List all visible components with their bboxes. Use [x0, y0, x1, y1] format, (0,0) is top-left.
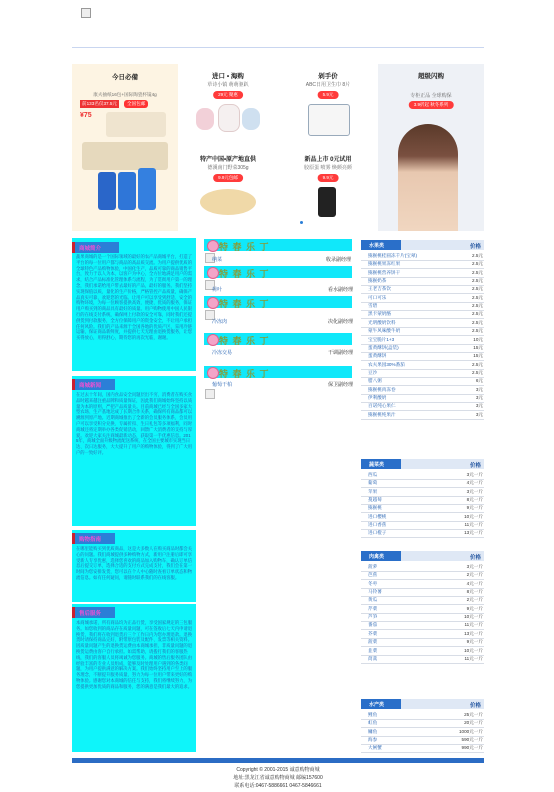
cup-image — [196, 108, 214, 130]
promo-title: 今日必備 — [112, 74, 138, 81]
price-table-header — [361, 240, 484, 250]
promo-sub: 德溪南门野菜305g — [207, 165, 249, 171]
item-name[interactable]: 猕猴桃桂圆冻千片(宝翠) — [368, 253, 417, 258]
item-name[interactable]: 芭蕉 — [368, 572, 378, 578]
item-name[interactable]: 黑卡蒙奶酪 — [368, 311, 391, 317]
item-price: 1000元一斤 — [458, 728, 483, 734]
promo-title: 剁手价 — [318, 73, 338, 80]
free-shipping-tag: 全国包邮 — [124, 100, 148, 108]
item-price: 3元一斤 — [466, 488, 483, 494]
price-table-title: 肉禽类 — [369, 554, 385, 560]
item-price: 2元一斤 — [466, 572, 483, 578]
promo-sub: 草诗小镇 萌萌驱趴 — [207, 82, 249, 88]
promo-panel-new[interactable] — [278, 147, 378, 231]
item-name[interactable]: 猕猴桃肉冻卷 — [368, 386, 396, 392]
item-name[interactable]: 蛋黄酥饼 — [368, 353, 387, 359]
item-name[interactable]: 虹鱼 — [368, 720, 378, 726]
item-price: 3元 — [475, 411, 483, 417]
item-name[interactable]: 进口橙子 — [368, 530, 387, 536]
item-price: 13元一斤 — [464, 630, 483, 636]
promo-title: 进口 • 海购 — [212, 73, 244, 80]
item-name[interactable]: 黄瓜 — [368, 597, 378, 603]
promo-badge: 5.9元 — [318, 91, 339, 99]
item-name[interactable]: 菠菜 — [368, 639, 378, 645]
item-name[interactable]: 韭菜 — [368, 647, 378, 653]
badge-icon — [207, 334, 219, 346]
promo-tag: 前133名仅37.5元 — [82, 101, 117, 106]
promo-badge: 9.9元包邮 — [213, 174, 243, 182]
promo-title: 超级闪购 — [418, 73, 444, 80]
promo-badge: 9.9元 — [318, 174, 339, 182]
item-name[interactable]: 大闸蟹 — [368, 745, 382, 751]
news-box — [72, 376, 196, 526]
aftersale-text: 本商城承诺，所有商品均为正品行货，享受国家规定的三包服务。如您收到的商品存在质量问题，可在签收后七天内申请退换货，我们将在收到退货后三个工作日内为您办理退款。退换货时请保持商品完好，附带原包装及配件、发票等相关资料。因质量问题产生的退换货运费由本商城承担，非质量问题的退换货运费由客户自行承担。如需帮助，请拨打我们的客服热线，我们的客服人员将竭诚为您服务。商城的售后服务团队由经验丰富的专业人员组成，能够及时处理用户遇到的各类问题，为用户提供满意的解决方案。我们始终坚持用户至上的服务理念，不断提升服务质量，努力为每一位用户带来更好的购物体验。感谢您对本商城的信任与支持，我们将继续努力，为您提供更加优质的商品和服务，您的满意是我们最大的追求。 — [76, 620, 192, 689]
badge-icon — [207, 297, 219, 309]
item-price: 9元一斤 — [466, 505, 483, 511]
mid-section-header — [204, 266, 352, 278]
item-price: 13元一斤 — [464, 530, 483, 536]
item-name[interactable]: 伊利酸奶 — [368, 394, 387, 400]
item-price: 2.5元 — [472, 286, 483, 292]
price-row[interactable] — [361, 655, 484, 664]
promo-desc: 康夫抽纸16包+国际陶瓷杯镜4g — [93, 92, 157, 97]
item-price: 2.5元 — [472, 269, 483, 275]
header-divider — [72, 47, 484, 48]
badge-icon — [207, 240, 219, 252]
item-name[interactable]: 马铃薯 — [368, 589, 382, 595]
item-price: 3元 — [475, 403, 483, 409]
aftersale-heading — [72, 607, 115, 618]
item-price: 11元一斤 — [464, 522, 483, 528]
cup-image — [242, 108, 260, 130]
item-price: 2.5元 — [472, 369, 483, 375]
item-price: 2.5元 — [472, 303, 483, 309]
item-name[interactable]: 王老吉茶饮 — [368, 286, 391, 292]
item-name[interactable]: 猕猴奶茶 — [368, 278, 387, 284]
mid-section-header — [204, 366, 352, 378]
price-table-header — [361, 459, 484, 469]
item-price: 10元一斤 — [464, 513, 483, 519]
item-price: 25元一斤 — [464, 712, 483, 717]
item-price: 10元一斤 — [464, 647, 483, 653]
item-price: 6元 — [475, 378, 483, 384]
item-name[interactable]: 猕猴桃果冻红果 — [368, 261, 401, 267]
item-price: 8元一斤 — [466, 497, 483, 503]
item-price: 3元 — [475, 394, 483, 400]
footer-phone: 联系电话:0467-5886661 0467-5846661 — [234, 783, 322, 789]
box-title: 售后服务 — [79, 611, 102, 617]
intro-text: 蔬果商城的是一个国际领域的最好的农产品商城平台，打造了平台的每一位用户都与商品的高品质交流。为用户提供优质的全球特色产品购物体验，中国化生产，品质可靠的商品销售平台，致力于以人为本，以客户为中心，全方位地满足用户的需求，结合产品标准化管理体系与流程，为了贯彻用户第一的理念，我们承诺给用户带去最好的产品，最好的服务。我们坚持实现保值以质、量化的生产价格，严格管控产品质量，确保产品真实可靠，欢迎您的光临。让用户可以享受到舒适、安全的购物环境，为每一位顾客提供高效、便捷、优质的服务，保证用户购买到的商品具有最好的质量。用户购物使用中国人民银行的在线支付系统，确保网上付款的安全可靠，同时我们还提供货到付款服务，全方位保障用户的资金安全，不让用户承担任何风险。我们的产品来源于全国各地的优质产区，采用冷链运输，保证商品新鲜度，并提供七天无理由退换货服务，让您买得放心，用得舒心，期待您的再次光临，谢谢。 — [76, 254, 192, 341]
promo-badge: 3.9折起 秋冬系列 — [409, 101, 454, 109]
item-name[interactable]: 猕猴桃营养饼干 — [368, 269, 401, 275]
item-price: 2.5元 — [472, 319, 483, 325]
item-name[interactable]: 猕猴桃纯果汁 — [368, 411, 396, 417]
promo-sub: 胶原蛋 喷雾 焕颜亮颜 — [304, 165, 352, 171]
item-name[interactable]: 番茄 — [368, 622, 378, 628]
promo-price: ¥75 — [80, 112, 92, 119]
item-name[interactable]: 蔓越莓 — [368, 497, 382, 503]
mid-item-role: 干调副经理 — [328, 350, 354, 356]
promo-panel-flash[interactable] — [378, 64, 484, 231]
price-row[interactable] — [361, 529, 484, 538]
intro-box — [72, 238, 196, 371]
promo-badge: 29元 聚惠 — [213, 91, 243, 99]
item-name[interactable]: 腊八粥 — [368, 378, 382, 384]
guide-text: 在哪里能购买到优质商品，这是大多数人在购买商品时都会关心的问题。我们商城提供多种购物方式，新用户注册后即可享受新人专享优惠，选择您喜欢的商品加入购物车，确认订单信息后提交订单，选择合适的支付方式完成支付，我们会在第一时间为您安排发货，您可以在个人中心随时查看订单状态和物流信息。如有任何疑问，请随时联系我们的在线客服。 — [76, 546, 192, 580]
product-thumb[interactable] — [205, 389, 215, 399]
item-name[interactable]: 芹菜 — [368, 605, 378, 611]
promo-sub: 专柜正品 全球购保 — [410, 93, 452, 99]
item-name[interactable]: 冬枣 — [368, 580, 378, 586]
price-row[interactable] — [361, 744, 484, 753]
item-name[interactable]: 茼蒿 — [368, 655, 378, 661]
item-price: 9元一斤 — [466, 639, 483, 645]
model-image — [398, 124, 458, 231]
site-logo-image[interactable] — [81, 8, 91, 18]
item-name[interactable]: 芥菜 — [368, 630, 378, 636]
item-price: 2.5元 — [472, 253, 483, 258]
item-name[interactable]: 苹果 — [368, 488, 378, 494]
price-table-header — [361, 551, 484, 561]
item-price: 15元 — [473, 344, 483, 350]
item-price: 4元一斤 — [466, 480, 483, 486]
footer-copyright: Copyright © 2001-2015 诚意购物商城 — [236, 767, 320, 773]
mid-section-header — [204, 296, 352, 308]
mid-section-header — [204, 333, 352, 345]
food-plate-image — [200, 189, 256, 215]
price-table-title: 水产类 — [369, 702, 385, 708]
item-price: 3元一斤 — [466, 564, 483, 569]
intro-heading — [72, 242, 119, 253]
mid-item-name[interactable]: 荷叶 — [212, 287, 223, 293]
promo-banner — [72, 64, 484, 231]
mid-item-name[interactable]: 冷冻肉 — [212, 319, 228, 325]
guide-heading — [72, 533, 115, 544]
item-price: 2.5元 — [472, 294, 483, 300]
mid-header-text: 特 春 乐 丁 — [219, 336, 270, 346]
price-column-label: 价格 — [469, 244, 481, 250]
mid-header-text: 特 春 乐 丁 — [219, 242, 270, 252]
mid-header-text: 特 春 乐 丁 — [219, 369, 270, 379]
footer-bar — [72, 758, 484, 763]
pad-box-image — [308, 104, 350, 136]
mid-item-name[interactable]: 葡萄干柏 — [212, 382, 233, 388]
price-table-title: 水果类 — [369, 243, 385, 249]
item-name[interactable]: 葡萄 — [368, 480, 378, 486]
item-name[interactable]: 猕猴桃 — [368, 505, 382, 511]
detergent-bag-image — [98, 172, 116, 210]
item-price: 4元一斤 — [466, 580, 483, 586]
mid-item-role: 收录副经理 — [326, 257, 352, 263]
price-row[interactable] — [361, 411, 484, 420]
promo-title: 特产中国•原产地直供 — [199, 157, 257, 163]
item-price: 11元一斤 — [464, 655, 483, 661]
mid-section-header — [204, 239, 352, 251]
item-price: 2.5元 — [472, 361, 483, 367]
mid-item-role: 看水副经理 — [328, 287, 354, 293]
item-price: 3元一斤 — [466, 472, 483, 477]
item-name[interactable]: 芦笋 — [368, 614, 378, 620]
item-price: 20元一斤 — [464, 720, 483, 726]
box-title: 购物指南 — [79, 537, 102, 543]
item-name[interactable]: 鲤鱼 — [368, 712, 378, 717]
badge-icon — [207, 267, 219, 279]
item-name[interactable]: 进口樱桃 — [368, 513, 387, 519]
promo-panel-local[interactable] — [178, 147, 278, 231]
item-name[interactable]: 西瓜 — [368, 472, 378, 477]
box-title: 商城新闻 — [79, 383, 102, 389]
item-name[interactable]: 蛋黄酥饼(盒装) — [368, 344, 399, 350]
mid-header-text: 特 春 乐 丁 — [219, 299, 270, 309]
item-name[interactable]: 百诺纯心果仁 — [368, 403, 396, 409]
item-price: 11元一斤 — [464, 622, 483, 628]
item-price: 3元 — [475, 386, 483, 392]
item-price: 2.5元 — [472, 261, 483, 267]
item-name[interactable]: 雪碧 — [368, 303, 378, 309]
badge-icon — [207, 367, 219, 379]
guide-box — [72, 530, 196, 602]
item-price: 2元一斤 — [466, 597, 483, 603]
carousel-dot[interactable] — [300, 221, 303, 224]
promo-panel-import[interactable] — [178, 64, 278, 147]
item-name[interactable]: 可口可乐 — [368, 294, 387, 300]
promo-panel-deal[interactable] — [278, 64, 378, 147]
promo-title: 新品上市 0元试用 — [304, 157, 352, 163]
item-name[interactable]: 海参 — [368, 737, 378, 743]
footer-address: 地址:黑龙江省诚意购物商城 邮编157600 — [233, 775, 323, 781]
item-price: 10元 — [473, 336, 483, 342]
mid-item-name[interactable]: 冷冻交易 — [212, 350, 233, 356]
news-text: 在过去十年间，国内食品安全问题层出不穷，消费者在购买食品时越来越注重品牌和质量保证，因此我们商城始终坚持以质量为本的原则，严把产品质量关。目前商城已经与全国多家大型农场、生产基地达成了长期合作关系，确保所有商品都可以溯源到原产地。近期商城推出了全新的会员服务体系，会员用户可以享受积分兑换、专属折扣、生日礼包等多项福利，同时商城还将定期举办各类促销活动，回馈广大消费者的支持与厚爱。欢迎大家关注商城最新动态，获取第一手优惠信息。2015年，商城全面升级物流配送系统，在全国主要城市实现当日达、次日达服务，大大提升了用户的购物体验，得到了广大用户的一致好评。 — [76, 392, 192, 455]
item-name[interactable]: 豆沙 — [368, 369, 378, 375]
item-name[interactable]: 鳙鱼 — [368, 728, 378, 734]
cup-image — [218, 104, 240, 132]
box-title: 商城简介 — [79, 246, 102, 252]
item-price: 2.5元 — [472, 328, 483, 334]
serum-bottle-image — [318, 187, 336, 217]
item-price: 9元一斤 — [466, 605, 483, 611]
mid-item-name[interactable]: 纳菜 — [212, 257, 223, 263]
item-name[interactable]: 进口香蕉 — [368, 522, 387, 528]
item-price: 590元一斤 — [461, 737, 483, 743]
item-price: 2.5元 — [472, 278, 483, 284]
mid-header-text: 特 春 乐 丁 — [219, 269, 270, 279]
aftersale-box — [72, 604, 196, 752]
item-name[interactable]: 宝宝脆片1+3 — [368, 336, 395, 342]
tissue-image — [106, 112, 166, 137]
price-column-label: 价格 — [469, 703, 481, 709]
promo-sub: ABC日用卫生巾 8片 — [305, 82, 351, 88]
detergent-bag-image — [118, 172, 136, 210]
tissue-stack-image — [82, 142, 168, 170]
item-price: 2.5元 — [472, 311, 483, 317]
price-table-header — [361, 699, 484, 709]
item-name[interactable]: 菠萝 — [368, 564, 378, 569]
item-name[interactable]: 蒙牛风味酸牛奶 — [368, 328, 401, 334]
price-column-label: 价格 — [469, 555, 481, 561]
item-name[interactable]: 农夫果园30%番茄 — [368, 361, 405, 367]
item-price: 8元一斤 — [466, 589, 483, 595]
item-name[interactable]: 光明酸奶饮料 — [368, 319, 396, 325]
item-price: 10元一斤 — [464, 614, 483, 620]
detergent-bag-image — [138, 168, 156, 210]
price-table-title: 蔬菜类 — [369, 462, 385, 468]
promo-panel-daily[interactable] — [72, 64, 178, 231]
item-price: 990元一斤 — [461, 745, 483, 751]
mid-item-role: 决化副经理 — [328, 319, 354, 325]
price-column-label: 价格 — [469, 463, 481, 469]
mid-item-role: 保卫副经理 — [328, 382, 354, 388]
item-price: 15元 — [473, 353, 483, 359]
news-heading — [72, 379, 115, 390]
